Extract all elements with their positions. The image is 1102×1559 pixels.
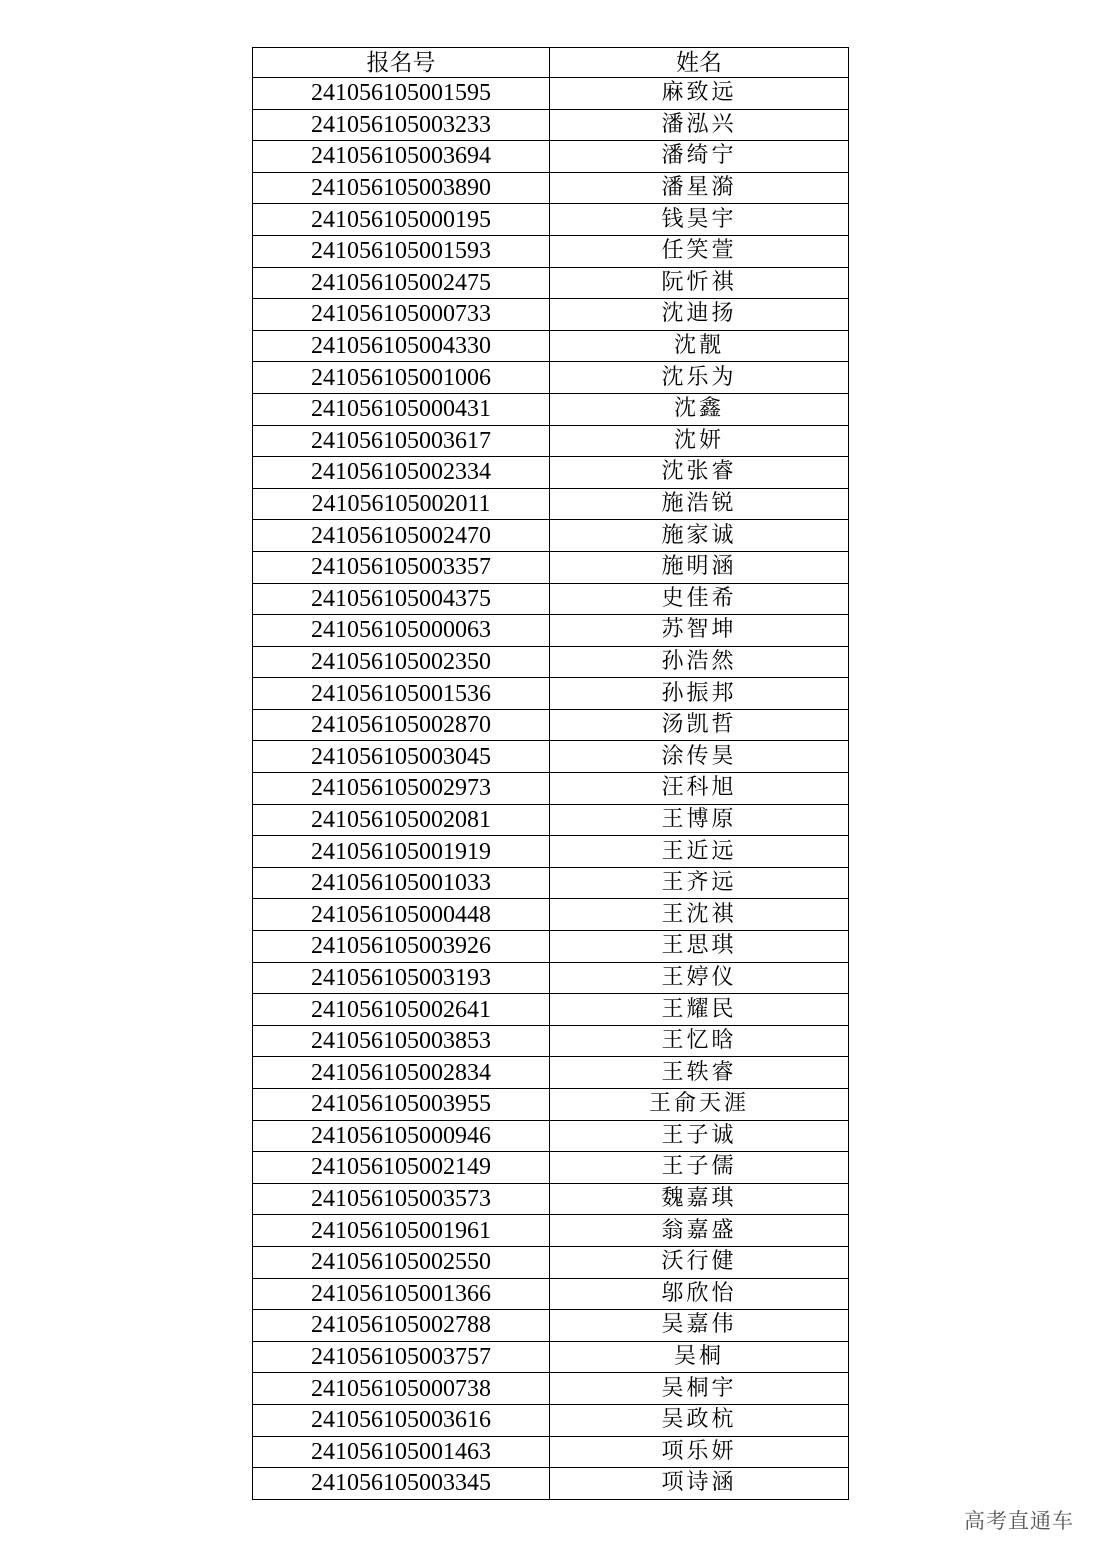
registration-number-cell: 241056105003345 bbox=[253, 1468, 550, 1500]
column-header-name: 姓名 bbox=[550, 48, 849, 78]
table-row bbox=[253, 962, 849, 994]
registration-number-cell: 241056105003694 bbox=[253, 141, 550, 173]
table-body bbox=[253, 78, 849, 1500]
student-name-cell: 施浩锐 bbox=[550, 488, 849, 520]
registration-number-cell: 241056105001006 bbox=[253, 362, 550, 394]
registration-number-cell: 241056105001033 bbox=[253, 867, 550, 899]
registration-number-cell: 241056105001919 bbox=[253, 836, 550, 868]
table-row bbox=[253, 1436, 849, 1468]
registration-number-cell: 241056105002788 bbox=[253, 1310, 550, 1342]
registration-number-cell: 241056105001595 bbox=[253, 78, 550, 110]
registration-number-cell: 241056105003890 bbox=[253, 172, 550, 204]
student-name-cell: 孙浩然 bbox=[550, 646, 849, 678]
table-row bbox=[253, 899, 849, 931]
table-row bbox=[253, 1120, 849, 1152]
student-name-cell: 沈乐为 bbox=[550, 362, 849, 394]
student-name-cell: 涂传昊 bbox=[550, 741, 849, 773]
table-row bbox=[253, 1246, 849, 1278]
registration-number-cell: 241056105003357 bbox=[253, 551, 550, 583]
student-name-cell: 任笑萱 bbox=[550, 235, 849, 267]
student-name-cell: 施明涵 bbox=[550, 551, 849, 583]
registration-number-cell: 241056105002470 bbox=[253, 520, 550, 552]
registration-number-cell: 241056105002870 bbox=[253, 709, 550, 741]
student-name-cell: 王婷仪 bbox=[550, 962, 849, 994]
registration-number-cell: 241056105002081 bbox=[253, 804, 550, 836]
table-row bbox=[253, 330, 849, 362]
student-name-cell: 王子诚 bbox=[550, 1120, 849, 1152]
table-row bbox=[253, 1310, 849, 1342]
registration-number-cell: 241056105002834 bbox=[253, 1057, 550, 1089]
student-name-cell: 王耀民 bbox=[550, 994, 849, 1026]
table-row bbox=[253, 393, 849, 425]
student-name-cell: 沈张睿 bbox=[550, 457, 849, 489]
student-name-cell: 王子儒 bbox=[550, 1152, 849, 1184]
table-row bbox=[253, 804, 849, 836]
registration-number-cell: 241056105003573 bbox=[253, 1183, 550, 1215]
registration-number-cell: 241056105000431 bbox=[253, 393, 550, 425]
registration-number-cell: 241056105003233 bbox=[253, 109, 550, 141]
table-row bbox=[253, 362, 849, 394]
student-name-cell: 汤凯哲 bbox=[550, 709, 849, 741]
student-name-cell: 潘泓兴 bbox=[550, 109, 849, 141]
table-row bbox=[253, 204, 849, 236]
registration-number-cell: 241056105003617 bbox=[253, 425, 550, 457]
student-name-cell: 王忆晗 bbox=[550, 1025, 849, 1057]
table-row bbox=[253, 931, 849, 963]
registration-number-cell: 241056105002334 bbox=[253, 457, 550, 489]
student-name-cell: 史佳希 bbox=[550, 583, 849, 615]
table-row bbox=[253, 425, 849, 457]
table-row bbox=[253, 678, 849, 710]
table-row bbox=[253, 267, 849, 299]
student-name-cell: 沈迪扬 bbox=[550, 299, 849, 331]
table-row bbox=[253, 520, 849, 552]
registration-number-cell: 241056105000738 bbox=[253, 1373, 550, 1405]
table-row bbox=[253, 773, 849, 805]
table-row bbox=[253, 1468, 849, 1500]
registration-number-cell: 241056105003926 bbox=[253, 931, 550, 963]
table-row bbox=[253, 457, 849, 489]
student-name-cell: 项诗涵 bbox=[550, 1468, 849, 1500]
registration-number-cell: 241056105003616 bbox=[253, 1404, 550, 1436]
registration-number-cell: 241056105003045 bbox=[253, 741, 550, 773]
table-row bbox=[253, 867, 849, 899]
registration-number-cell: 241056105000195 bbox=[253, 204, 550, 236]
student-name-cell: 苏智坤 bbox=[550, 615, 849, 647]
table-row bbox=[253, 1183, 849, 1215]
student-name-cell: 王俞天涯 bbox=[550, 1089, 849, 1121]
student-name-cell: 项乐妍 bbox=[550, 1436, 849, 1468]
table-row bbox=[253, 109, 849, 141]
student-name-cell: 王沈祺 bbox=[550, 899, 849, 931]
registration-number-cell: 241056105001536 bbox=[253, 678, 550, 710]
student-name-cell: 王轶睿 bbox=[550, 1057, 849, 1089]
table-row bbox=[253, 172, 849, 204]
student-name-cell: 麻致远 bbox=[550, 78, 849, 110]
table-row bbox=[253, 235, 849, 267]
column-header-id: 报名号 bbox=[253, 48, 550, 78]
table-row bbox=[253, 78, 849, 110]
table-row bbox=[253, 1215, 849, 1247]
student-name-cell: 王近远 bbox=[550, 836, 849, 868]
student-name-cell: 潘星漪 bbox=[550, 172, 849, 204]
registration-number-cell: 241056105000448 bbox=[253, 899, 550, 931]
student-name-cell: 沈妍 bbox=[550, 425, 849, 457]
table-row bbox=[253, 646, 849, 678]
registration-number-cell: 241056105002550 bbox=[253, 1246, 550, 1278]
registration-number-cell: 241056105003193 bbox=[253, 962, 550, 994]
table-row bbox=[253, 551, 849, 583]
registration-number-cell: 241056105002973 bbox=[253, 773, 550, 805]
table-row bbox=[253, 615, 849, 647]
student-name-cell: 沈靓 bbox=[550, 330, 849, 362]
table-row bbox=[253, 1089, 849, 1121]
table-row bbox=[253, 1152, 849, 1184]
table-row bbox=[253, 1373, 849, 1405]
student-name-cell: 王齐远 bbox=[550, 867, 849, 899]
table-row bbox=[253, 994, 849, 1026]
student-name-cell: 吴桐 bbox=[550, 1341, 849, 1373]
table-header-row bbox=[253, 48, 849, 78]
student-name-cell: 汪科旭 bbox=[550, 773, 849, 805]
student-name-cell: 沃行健 bbox=[550, 1246, 849, 1278]
admission-table bbox=[252, 47, 849, 1500]
registration-number-cell: 241056105002475 bbox=[253, 267, 550, 299]
student-name-cell: 王思琪 bbox=[550, 931, 849, 963]
table-row bbox=[253, 583, 849, 615]
registration-number-cell: 241056105004375 bbox=[253, 583, 550, 615]
table-row bbox=[253, 1025, 849, 1057]
table-row bbox=[253, 1404, 849, 1436]
student-name-cell: 吴桐宇 bbox=[550, 1373, 849, 1405]
registration-number-cell: 241056105001366 bbox=[253, 1278, 550, 1310]
student-name-cell: 邬欣怡 bbox=[550, 1278, 849, 1310]
registration-number-cell: 241056105002641 bbox=[253, 994, 550, 1026]
registration-number-cell: 241056105003757 bbox=[253, 1341, 550, 1373]
student-name-cell: 孙振邦 bbox=[550, 678, 849, 710]
registration-number-cell: 241056105003853 bbox=[253, 1025, 550, 1057]
registration-number-cell: 241056105000063 bbox=[253, 615, 550, 647]
registration-number-cell: 241056105000946 bbox=[253, 1120, 550, 1152]
student-name-cell: 沈鑫 bbox=[550, 393, 849, 425]
student-name-cell: 潘绮宁 bbox=[550, 141, 849, 173]
registration-number-cell: 241056105002011 bbox=[253, 488, 550, 520]
student-name-cell: 吴政杭 bbox=[550, 1404, 849, 1436]
table-row bbox=[253, 709, 849, 741]
registration-number-cell: 241056105000733 bbox=[253, 299, 550, 331]
table-row bbox=[253, 299, 849, 331]
table-row bbox=[253, 141, 849, 173]
student-name-cell: 钱昊宇 bbox=[550, 204, 849, 236]
table-row bbox=[253, 836, 849, 868]
registration-number-cell: 241056105004330 bbox=[253, 330, 550, 362]
student-name-cell: 魏嘉琪 bbox=[550, 1183, 849, 1215]
table-row bbox=[253, 1057, 849, 1089]
registration-number-cell: 241056105001593 bbox=[253, 235, 550, 267]
student-name-cell: 阮忻祺 bbox=[550, 267, 849, 299]
table-row bbox=[253, 1278, 849, 1310]
student-name-cell: 王博原 bbox=[550, 804, 849, 836]
registration-number-cell: 241056105001961 bbox=[253, 1215, 550, 1247]
table-row bbox=[253, 488, 849, 520]
student-name-cell: 施家诚 bbox=[550, 520, 849, 552]
table-row bbox=[253, 741, 849, 773]
table-row bbox=[253, 1341, 849, 1373]
watermark-text: 高考直通车 bbox=[964, 1509, 1074, 1533]
registration-number-cell: 241056105002149 bbox=[253, 1152, 550, 1184]
roster-sheet bbox=[252, 47, 848, 1500]
student-name-cell: 翁嘉盛 bbox=[550, 1215, 849, 1247]
registration-number-cell: 241056105002350 bbox=[253, 646, 550, 678]
registration-number-cell: 241056105001463 bbox=[253, 1436, 550, 1468]
student-name-cell: 吴嘉伟 bbox=[550, 1310, 849, 1342]
registration-number-cell: 241056105003955 bbox=[253, 1089, 550, 1121]
